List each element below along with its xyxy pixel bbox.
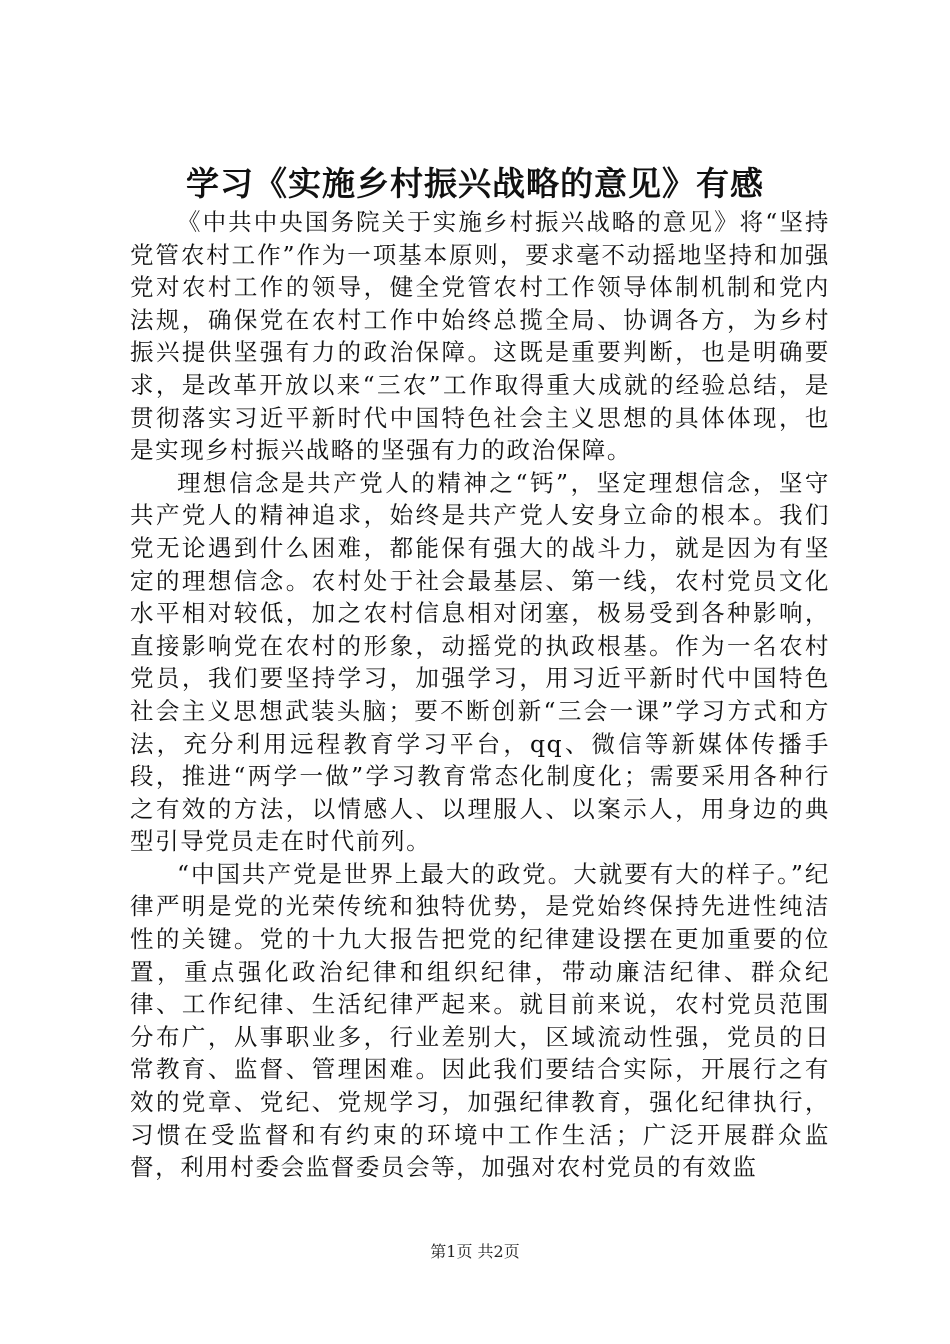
paragraph-2: 理想信念是共产党人的精神之“钙”，坚定理想信念，坚守共产党人的精神追求，始终是共产党人安身立命的根本。我们党无论遇到什么困难，都能保有强大的战斗力，就是因为有坚定的理想信念。农村处于社会最基层、第一线，农村党员文化水平相对较低，加之农村信息相对闭塞，极易受到各种影响，直接影响党在农村的形象，动摇党的执政根基。作为一名农村党员，我们要坚持学习，加强学习，用习近平新时代中国特色社会主义思想武装头脑；要不断创新“三会一课”学习方式和方法，充分利用远程教育学习平台，qq、微信等新媒体传播手段，推进“两学一做”学习教育常态化制度化；需要采用各种行之有效的方法，以情感人、以理服人、以案示人，用身边的典型引导党员走在时代前列。 xyxy=(130,468,830,856)
page-number-footer: 第1页 共2页 xyxy=(430,1242,520,1261)
paragraph-1: 《中共中央国务院关于实施乡村振兴战略的意见》将“坚持党管农村工作”作为一项基本原则，要求毫不动摇地坚持和加强党对农村工作的领导，健全党管农村工作领导体制机制和党内法规，确保党在农村工作中始终总揽全局、协调各方，为乡村振兴提供坚强有力的政治保障。这既是重要判断，也是明确要求，是改革开放以来“三农”工作取得重大成就的经验总结，是贯彻落实习近平新时代中国特色社会主义思想的具体体现，也是实现乡村振兴战略的坚强有力的政治保障。 xyxy=(130,208,830,465)
paragraph-3: “中国共产党是世界上最大的政党。大就要有大的样子。”纪律严明是党的光荣传统和独特优势，是党始终保持先进性纯洁性的关键。党的十九大报告把党的纪律建设摆在更加重要的位置，重点强化政治纪律和组织纪律，带动廉洁纪律、群众纪律、工作纪律、生活纪律严起来。就目前来说，农村党员范围分布广，从事职业多，行业差别大，区域流动性强，党员的日常教育、监督、管理困难。因此我们要结合实际，开展行之有效的党章、党纪、党规学习，加强纪律教育，强化纪律执行，习惯在受监督和有约束的环境中工作生活；广泛开展群众监督，利用村委会监督委员会等，加强对农村党员的有效监 xyxy=(130,859,830,1182)
document-title: 学习《实施乡村振兴战略的意见》有感 xyxy=(186,164,764,203)
document-body xyxy=(130,206,830,1184)
